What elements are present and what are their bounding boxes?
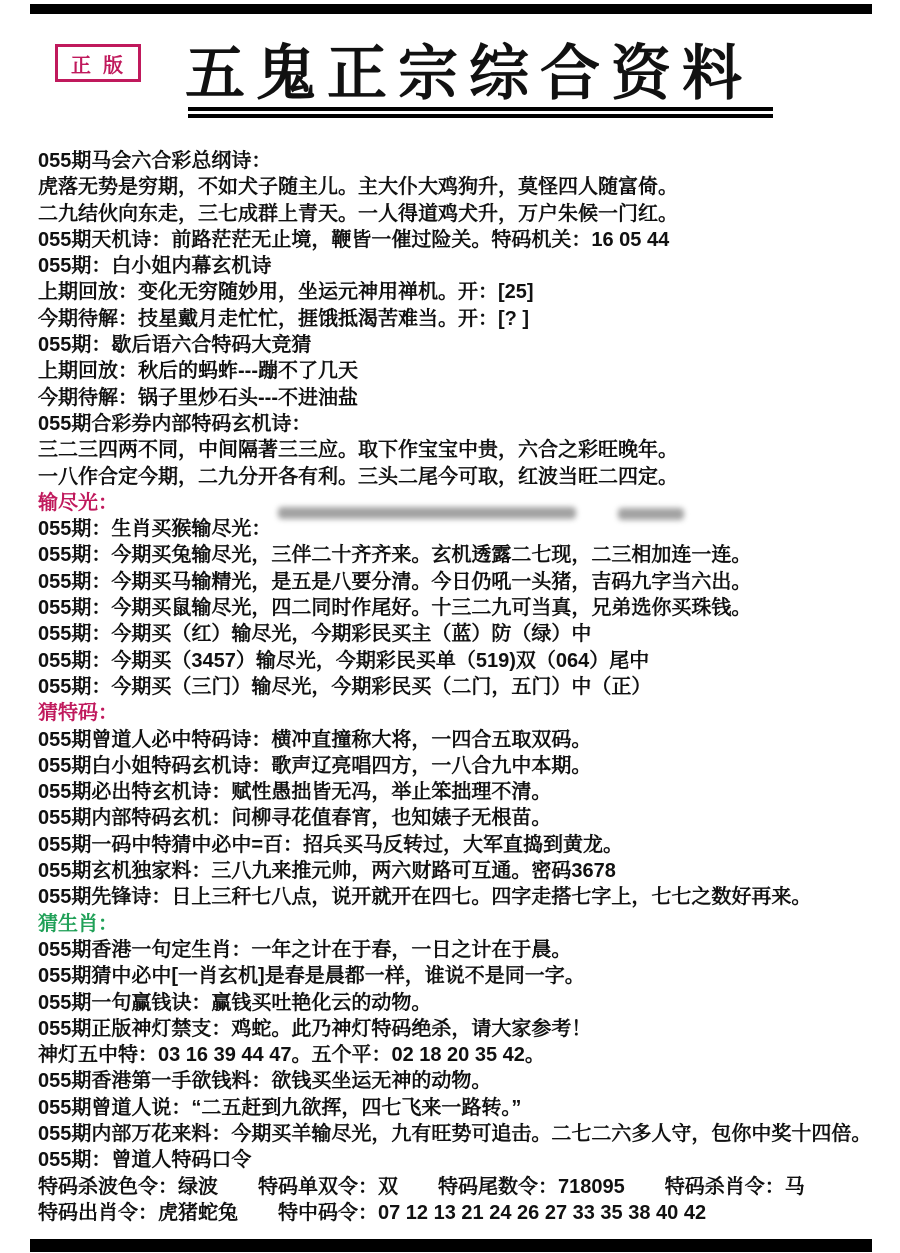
text-line: 055期：今期买兔输尽光，三伴二十齐齐来。玄机透露二七现，二三相加连一连。 [38, 544, 752, 567]
text-line: 055期曾道人说：“二五赶到九欲挥，四七飞来一路转。” [38, 1096, 522, 1119]
text-line: 一八作合定今期，二九分开各有利。三头二尾今可取，红波当旺二四定。 [38, 465, 678, 488]
text-line: 二九结伙向东走，三七成群上青天。一人得道鸡犬升，万户朱候一门红。 [38, 202, 678, 225]
text-line: 特码杀波色令：绿波 特码单双令：双 特码尾数令：718095 特码杀肖令：马 [38, 1175, 805, 1198]
text-line: 055期正版神灯禁支：鸡蛇。此乃神灯特码绝杀，请大家参考！ [38, 1017, 592, 1040]
text-line: 三二三四两不同，中间隔著三三应。取下作宝宝中贵，六合之彩旺晚年。 [38, 439, 678, 462]
text-line: 055期：白小姐内幕玄机诗 [38, 255, 272, 278]
text-line: 055期一句赢钱诀：赢钱买吐艳化云的动物。 [38, 991, 432, 1014]
text-line: 055期马会六合彩总纲诗： [38, 150, 272, 172]
text-line: 055期曾道人必中特码诗：横冲直撞称大将，一四合五取双码。 [38, 728, 592, 751]
text-line: 055期天机诗：前路茫茫无止境，鞭皆一催过险关。特码机关：16 05 44 [38, 228, 670, 251]
badge-label: 正版 [71, 54, 135, 77]
text-line: 055期：今期买（3457）输尽光，今期彩民买单（519)双（064）尾中 [38, 649, 650, 672]
content-lines [38, 148, 888, 1226]
text-line: 055期白小姐特码玄机诗：歌声辽亮唱四方，一八合九中本期。 [38, 754, 592, 777]
top-divider-bar [30, 4, 872, 14]
text-line: 上期回放：秋后的蚂蚱---蹦不了几天 [38, 360, 358, 383]
text-line: 输尽光： [38, 491, 118, 514]
text-line: 055期内部万花来料：今期买羊输尽光，九有旺势可追击。二七二六多人守，包你中奖十四倍。 [38, 1122, 872, 1145]
page-title: 五鬼正宗综合资料 [185, 41, 753, 107]
text-line: 特码出肖令：虎猪蛇兔 特中码令：07 12 13 21 24 26 27 33 35 38 40 42 [38, 1201, 707, 1224]
text-line: 055期猜中必中[一肖玄机]是春是晨都一样，谁说不是同一字。 [38, 965, 585, 988]
bottom-divider-bar [30, 1239, 872, 1252]
text-line: 今期待解：技星戴月走忙忙，捱饿抵渴苦难当。开：[? ] [38, 307, 530, 330]
text-line: 虎落无势是穷期，不如犬子随主儿。主大仆大鸡狗升，莫怪四人随富倚。 [38, 176, 678, 199]
text-line: 今期待解：锅子里炒石头---不进油盐 [38, 386, 358, 409]
text-line: 055期玄机独家料：三八九来推元帅，两六财路可互通。密码3678 [38, 860, 616, 883]
text-line: 055期：今期买鼠输尽光，四二同时作尾好。十三二九可当真，兄弟选你买珠钱。 [38, 597, 752, 620]
redacted-smudge [278, 507, 576, 519]
text-line: 055期香港第一手欲钱料：欲钱买坐运无神的动物。 [38, 1070, 492, 1093]
text-line: 055期香港一句定生肖：一年之计在于春，一日之计在于晨。 [38, 938, 572, 961]
text-line: 055期：曾道人特码口令 [38, 1149, 252, 1172]
text-line: 055期合彩券内部特码玄机诗： [38, 412, 312, 435]
redacted-smudge [618, 508, 684, 520]
text-line: 055期必出特玄机诗：赋性愚拙皆无冯，举止笨拙理不清。 [38, 781, 552, 804]
text-line: 神灯五中特：03 16 39 44 47。五个平：02 18 20 35 42。 [38, 1044, 545, 1067]
text-line: 猜特码： [38, 702, 118, 725]
text-line: 055期：今期买马输精光，是五是八要分清。今日仍吼一头猪，吉码九字当六出。 [38, 570, 752, 593]
text-line: 055期：今期买（红）输尽光，今期彩民买主（蓝）防（绿）中 [38, 623, 592, 646]
text-line: 055期内部特码玄机：问柳寻花值春宵，也知婊子无根苗。 [38, 807, 552, 830]
text-line: 猜生肖： [38, 912, 118, 935]
text-line: 055期：生肖买猴输尽光： [38, 518, 272, 541]
title-underline [188, 107, 773, 118]
text-line: 055期先锋诗：日上三秆七八点，说开就开在四七。四字走搭七字上，七七之数好再来。 [38, 886, 812, 909]
text-line: 上期回放：变化无穷随妙用，坐运元神用禅机。开：[25] [38, 281, 534, 304]
text-line: 055期一码中特猜中必中=百：招兵买马反转过，大军直捣到黄龙。 [38, 833, 624, 856]
text-line: 055期：今期买（三门）输尽光，今期彩民买（二门，五门）中（正） [38, 675, 652, 698]
text-line: 055期：歇后语六合特码大竞猜 [38, 334, 312, 357]
authenticity-badge [55, 44, 141, 82]
